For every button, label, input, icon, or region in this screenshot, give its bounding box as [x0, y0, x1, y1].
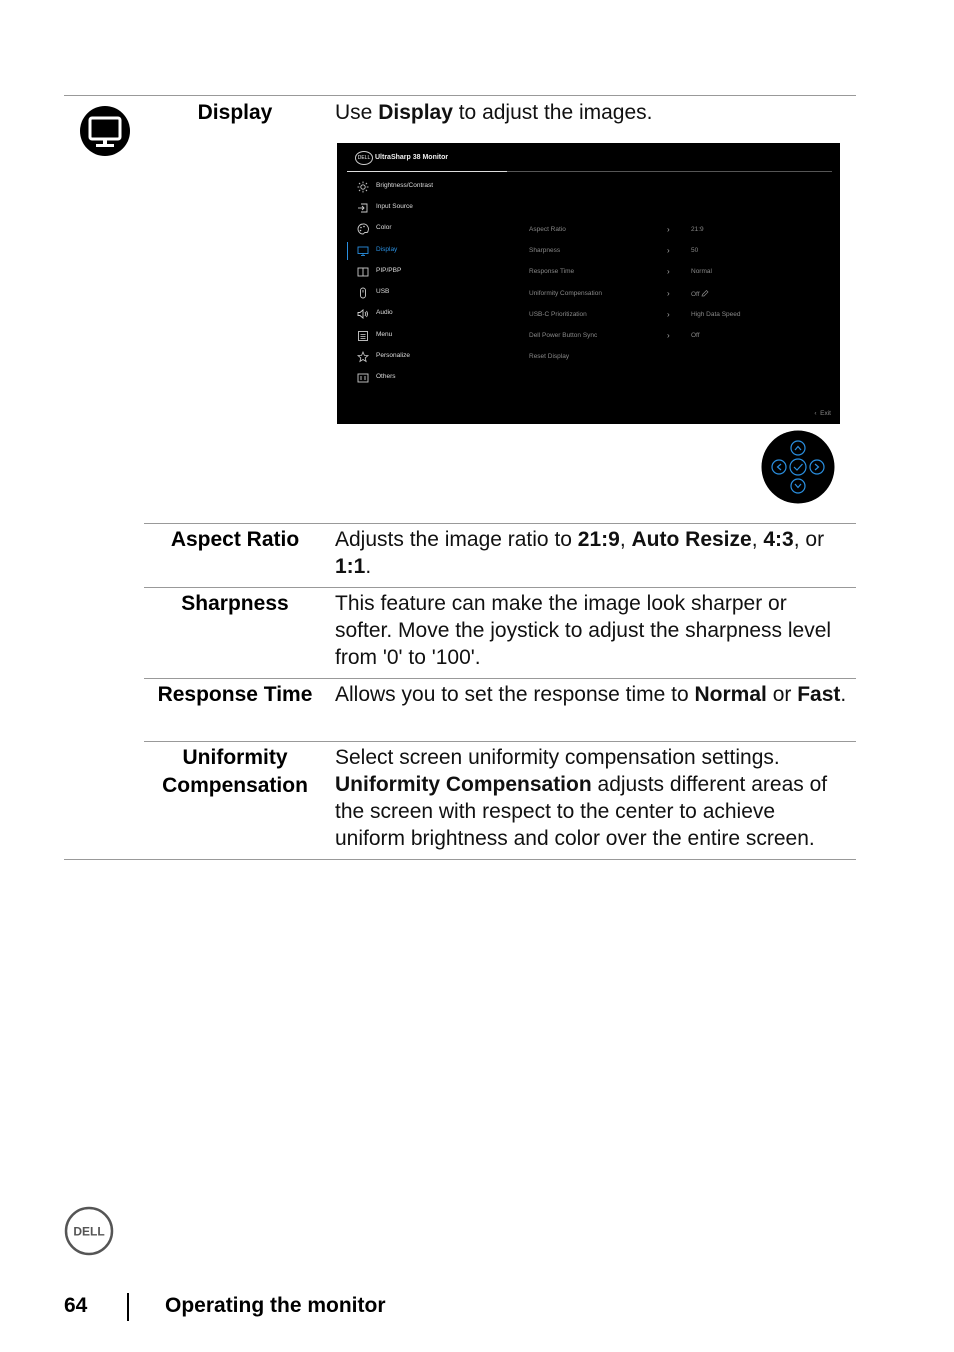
osd-submenu-label: USB-C Prioritization: [529, 311, 587, 318]
row-rule-sharpness: [144, 587, 856, 588]
chevron-right-icon: ›: [667, 331, 670, 340]
osd-menu-item-brightness-contrast[interactable]: [337, 180, 517, 194]
osd-submenu-label: Sharpness: [529, 247, 561, 254]
aspect-ratio-description: Adjusts the image ratio to 21:9, Auto Resize, 4:3, or 1:1.: [335, 528, 825, 578]
osd-menu-item-others[interactable]: [337, 371, 517, 385]
osd-submenu-value: 21:9: [691, 226, 704, 233]
osd-title: UltraSharp 38 Monitor: [375, 154, 449, 161]
usb-icon: [357, 287, 369, 299]
pip-pbp-icon: [357, 266, 369, 278]
response-time-label: Response Time: [157, 683, 313, 706]
osd-submenu-reset-display[interactable]: [529, 353, 829, 365]
chevron-right-icon: ›: [667, 310, 670, 319]
sharpness-label: Sharpness: [181, 592, 289, 615]
osd-menu-item-display[interactable]: [337, 244, 517, 258]
osd-submenu-aspect-ratio[interactable]: [529, 226, 829, 238]
osd-submenu-label: Uniformity Compensation: [529, 290, 602, 297]
section-title: Operating the monitor: [165, 1294, 386, 1317]
brightness-icon: [357, 181, 369, 193]
osd-submenu-uniformity-compensation[interactable]: [529, 290, 829, 302]
osd-submenu-dell-power-button-sync[interactable]: [529, 332, 829, 344]
chevron-right-icon: ›: [667, 225, 670, 234]
osd-menu-label: Personalize: [376, 352, 410, 359]
osd-menu-label: PIP/PBP: [376, 267, 402, 274]
osd-menu-item-personalize[interactable]: [337, 350, 517, 364]
row-rule-aspect: [144, 523, 856, 524]
chevron-right-icon: ›: [667, 246, 670, 255]
display-icon: [79, 105, 131, 157]
osd-header-rule: [507, 171, 832, 172]
joystick-icon: [761, 430, 835, 504]
menu-icon: [357, 330, 369, 342]
display-label: Display: [197, 101, 273, 124]
table-bottom-rule: [64, 859, 856, 860]
osd-exit[interactable]: [814, 410, 831, 417]
row-rule-uniformity: [144, 741, 856, 742]
aspect-ratio-label: Aspect Ratio: [170, 528, 300, 551]
page-number: 64: [64, 1294, 88, 1317]
color-palette-icon: [357, 223, 369, 235]
osd-submenu-value: Off: [691, 332, 700, 339]
pencil-icon: [701, 290, 709, 297]
osd-submenu-sharpness[interactable]: [529, 247, 829, 259]
osd-submenu-label: Reset Display: [529, 353, 570, 360]
osd-submenu-label: Dell Power Button Sync: [529, 332, 598, 339]
osd-header-underline: [347, 171, 507, 172]
osd-menu-label: USB: [376, 288, 390, 295]
osd-menu-item-menu[interactable]: [337, 329, 517, 343]
footer-logo-text: DELL: [73, 1224, 105, 1239]
osd-menu-label: Display: [376, 246, 398, 253]
chevron-left-icon: ‹: [814, 410, 817, 417]
osd-menu-item-input-source[interactable]: [337, 201, 517, 215]
osd-submenu-value: Off: [691, 290, 709, 298]
audio-icon: [357, 308, 369, 320]
osd-menu-item-usb[interactable]: [337, 286, 517, 300]
osd-menu-screenshot: [337, 143, 840, 424]
osd-menu-item-pip-pbp[interactable]: [337, 265, 517, 279]
table-top-rule: [64, 95, 856, 96]
osd-menu-item-color[interactable]: [337, 222, 517, 236]
response-time-description: Allows you to set the response time to Normal or Fast.: [335, 683, 847, 706]
row-rule-response: [144, 678, 856, 679]
uniformity-compensation-description: Select screen uniformity compensation settings. Uniformity Compensation adjusts different areas of the screen with respect to the center to achieve uniform brightness and color over the entire screen.: [335, 746, 828, 850]
osd-submenu-label: Response Time: [529, 268, 575, 275]
input-source-icon: [357, 202, 369, 214]
osd-submenu-value: 50: [691, 247, 699, 254]
display-intro: Use Display to adjust the images.: [335, 101, 653, 124]
chevron-right-icon: ›: [667, 289, 670, 298]
osd-menu-label: Input Source: [376, 203, 413, 210]
osd-submenu-usb-c-prioritization[interactable]: [529, 311, 829, 323]
osd-submenu-value: Normal: [691, 268, 712, 275]
uniformity-compensation-label: Uniformity Compensation: [162, 746, 308, 797]
star-icon: [357, 351, 369, 363]
osd-submenu-label: Aspect Ratio: [529, 226, 566, 233]
osd-menu-item-audio[interactable]: [337, 307, 517, 321]
display-icon: [357, 245, 369, 257]
sharpness-description: This feature can make the image look sharper or softer. Move the joystick to adjust the sharpness level from '0' to '100'.: [335, 592, 832, 669]
osd-exit-label: Exit: [820, 410, 831, 417]
osd-submenu-response-time[interactable]: [529, 268, 829, 280]
osd-dell-logo: DELL: [355, 151, 373, 165]
footer-divider: [127, 1293, 129, 1321]
chevron-right-icon: ›: [667, 267, 670, 276]
dell-logo: [64, 1206, 114, 1256]
osd-menu-label: Others: [376, 373, 396, 380]
osd-menu-label: Audio: [376, 309, 393, 316]
osd-menu-label: Color: [376, 224, 392, 231]
others-icon: [357, 372, 369, 384]
osd-submenu-value: High Data Speed: [691, 311, 741, 318]
osd-menu-label: Brightness/Contrast: [376, 182, 434, 189]
osd-menu-label: Menu: [376, 331, 393, 338]
